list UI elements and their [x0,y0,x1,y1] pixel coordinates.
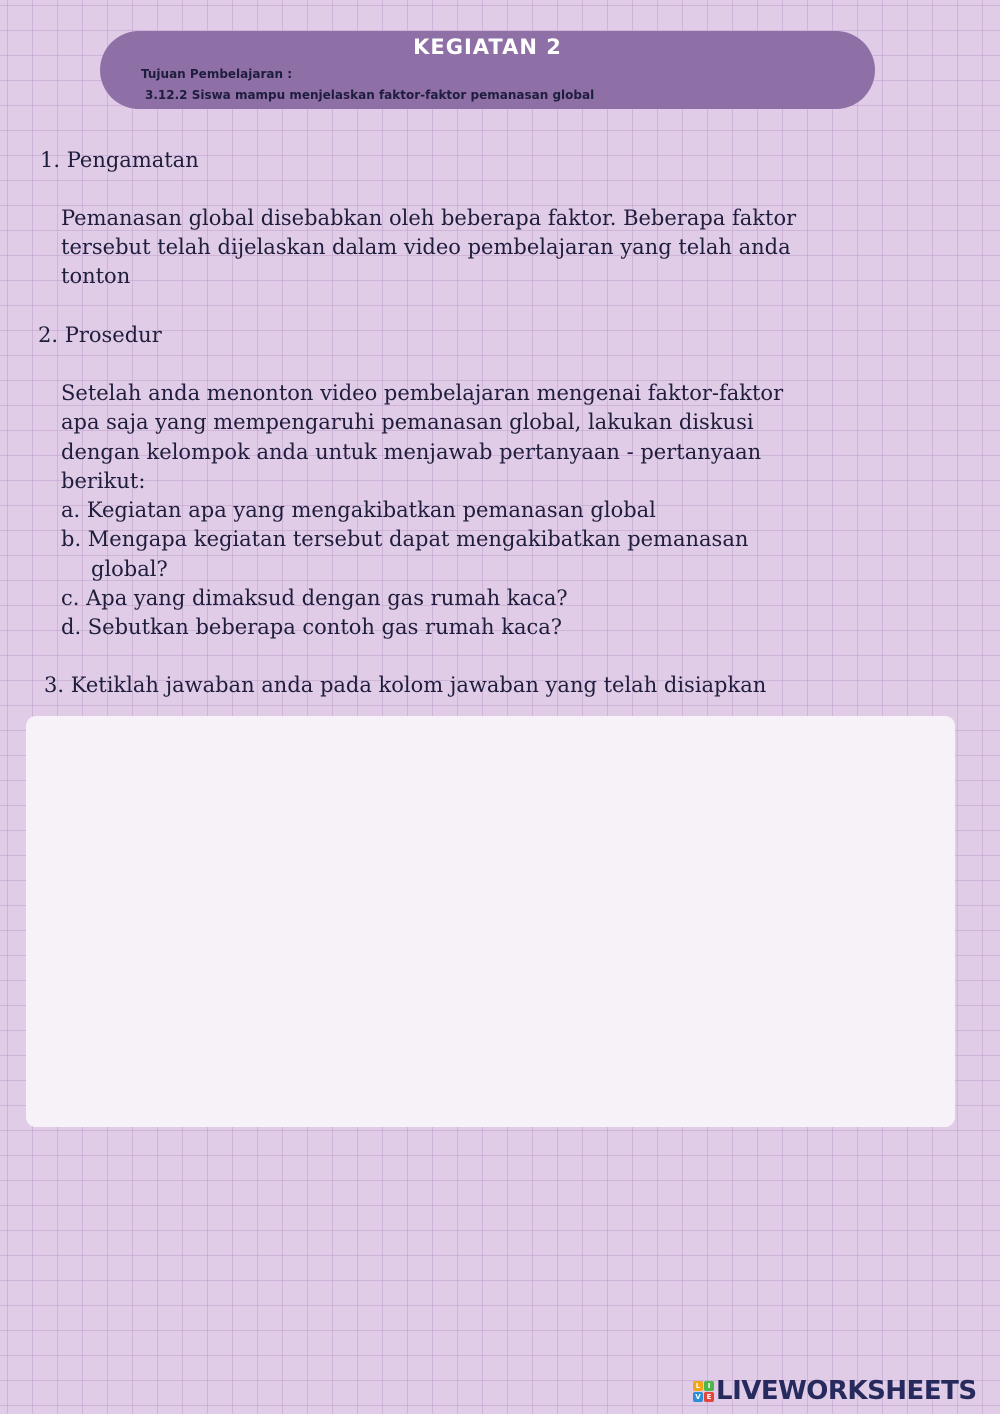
section-1-paragraph-line: Pemanasan global disebabkan oleh beberapa faktor. Beberapa faktor [61,206,797,230]
question-a: a. Kegiatan apa yang mengakibatkan pemanasan global [61,498,656,522]
section-2-paragraph-line: dengan kelompok anda untuk menjawab pertanyaan - pertanyaan [61,440,762,464]
section-2-paragraph-line: Setelah anda menonton video pembelajaran mengenai faktor-faktor [61,381,784,405]
question-d: d. Sebutkan beberapa contoh gas rumah kaca? [61,615,563,639]
logo-mark-letter: L [693,1381,703,1391]
question-b-continued: global? [91,557,168,581]
section-1-paragraph-line: tonton [61,264,131,288]
logo-mark-letter: E [704,1392,714,1402]
logo-mark-letter: V [693,1392,703,1402]
section-2-paragraph-line: berikut: [61,469,146,493]
section-1-heading: 1. Pengamatan [40,148,199,172]
logo-mark-letter: I [704,1381,714,1391]
learning-goal-label: Tujuan Pembelajaran : [141,67,293,81]
section-3-instruction: 3. Ketiklah jawaban anda pada kolom jawaban yang telah disiapkan [44,673,767,697]
header-banner [100,31,875,109]
section-2-heading: 2. Prosedur [38,323,162,347]
answer-text-box[interactable] [26,716,955,1127]
learning-goal-text: 3.12.2 Siswa mampu menjelaskan faktor-faktor pemanasan global [145,88,595,102]
liveworksheets-logo[interactable] [693,1373,977,1409]
question-b: b. Mengapa kegiatan tersebut dapat mengakibatkan pemanasan [61,527,749,551]
section-2-paragraph-line: apa saja yang mempengaruhi pemanasan global, lakukan diskusi [61,410,754,434]
activity-title: KEGIATAN 2 [413,35,562,59]
section-1-paragraph-line: tersebut telah dijelaskan dalam video pembelajaran yang telah anda [61,235,791,259]
question-c: c. Apa yang dimaksud dengan gas rumah kaca? [61,586,568,610]
liveworksheets-mark-icon [693,1381,714,1402]
logo-text: LIVEWORKSHEETS [716,1376,977,1406]
